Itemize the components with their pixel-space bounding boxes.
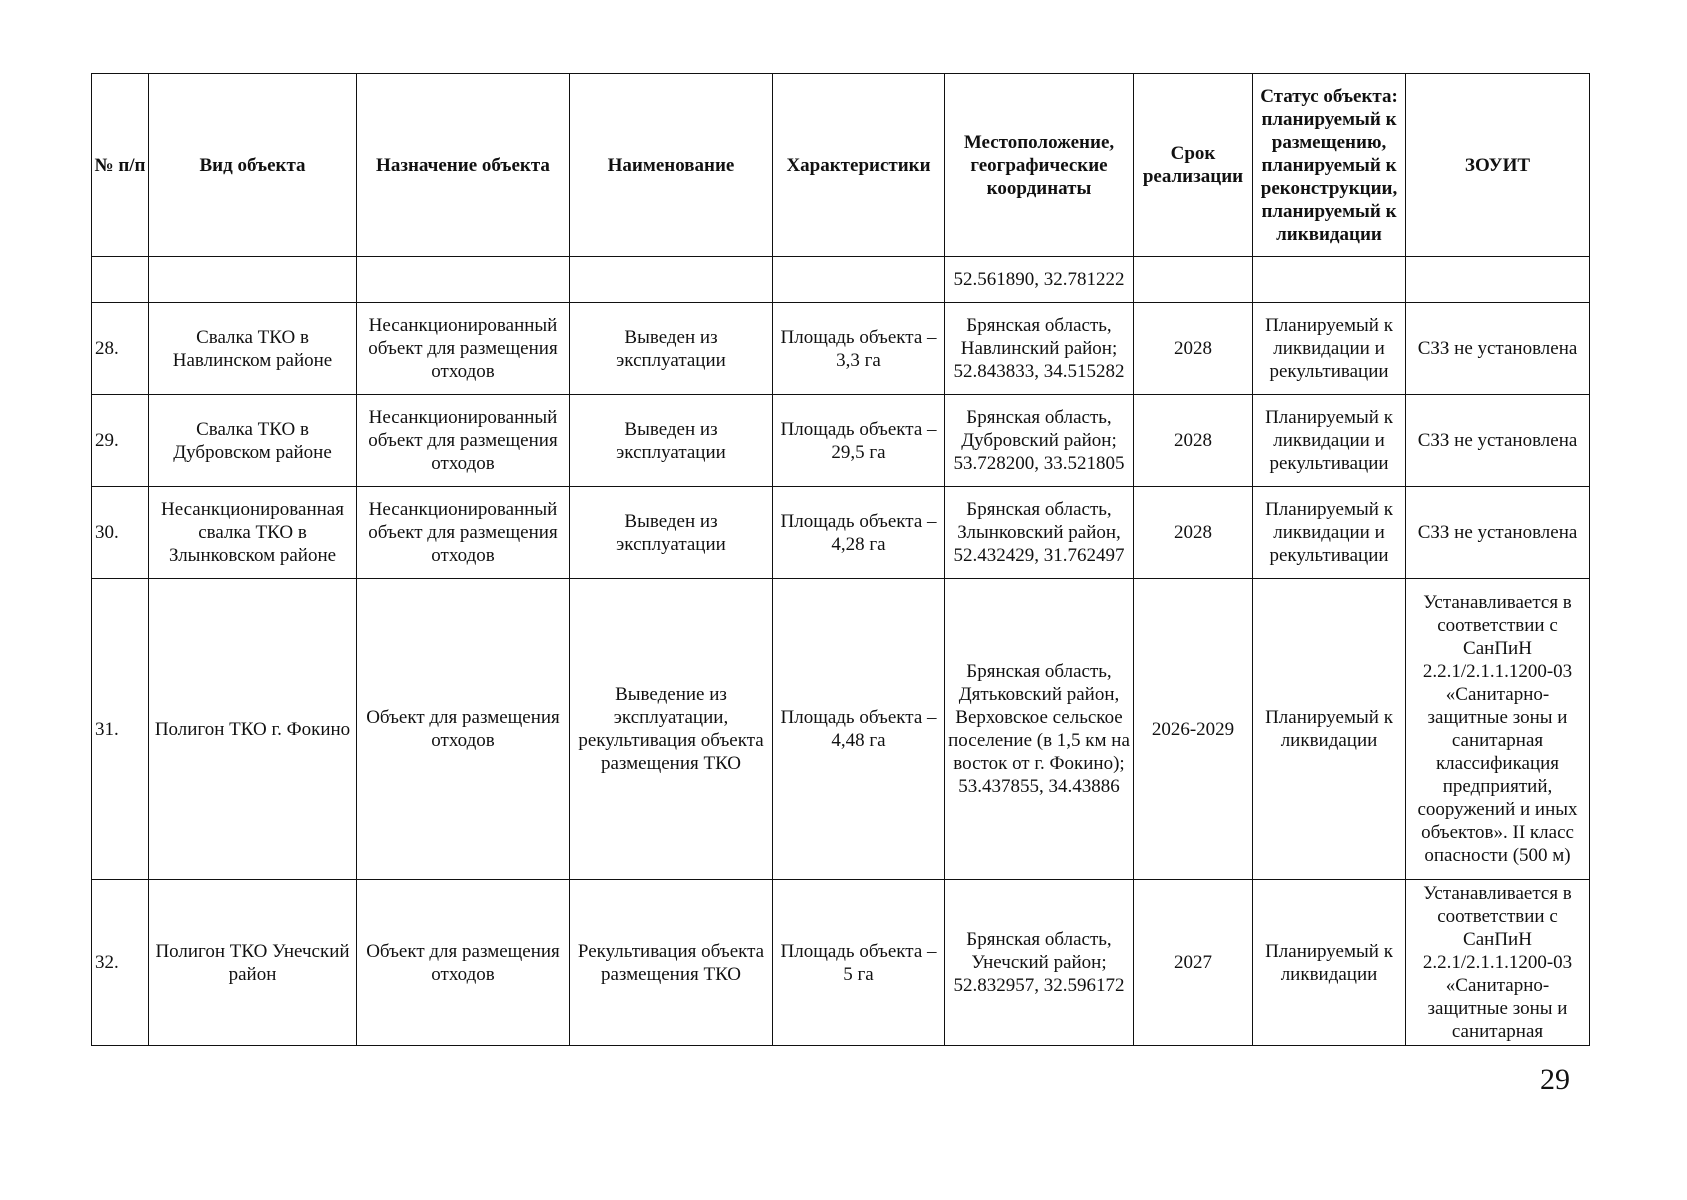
- cell-status: Планируемый к ликвидации: [1253, 579, 1406, 880]
- cell-name: Выведен из эксплуатации: [570, 395, 773, 487]
- table-row: [92, 579, 1590, 880]
- cell-location: Брянская область, Злынковский район, 52.432429, 31.762497: [945, 487, 1134, 579]
- header-object-purpose: Назначение объекта: [357, 74, 570, 257]
- header-location: Местоположение, географические координаты: [945, 74, 1134, 257]
- cell-name: Рекультивация объекта размещения ТКО: [570, 880, 773, 1046]
- cell-number: 29.: [92, 395, 149, 487]
- cell-object-type: Несанкционированная свалка ТКО в Злынковском районе: [149, 487, 357, 579]
- table-row: [92, 880, 1590, 1046]
- objects-table: [91, 73, 1590, 1046]
- header-object-type: Вид объекта: [149, 74, 357, 257]
- cell-zouit: Устанавливается в соответствии с СанПиН 2.2.1/2.1.1.1200-03 «Санитарно-защитные зоны и санитарная классификация предприятий, сооружений и иных объектов». II класс опасности (500 м): [1406, 579, 1590, 880]
- cell-number: 32.: [92, 880, 149, 1046]
- cell-number: 31.: [92, 579, 149, 880]
- table-header-row: [92, 74, 1590, 257]
- header-name: Наименование: [570, 74, 773, 257]
- cell-object-purpose: Несанкционированный объект для размещения отходов: [357, 487, 570, 579]
- cell-name: Выведен из эксплуатации: [570, 303, 773, 395]
- cell-characteristics: Площадь объекта – 5 га: [773, 880, 945, 1046]
- cell-name: Выведен из эксплуатации: [570, 487, 773, 579]
- cell-term: 2028: [1134, 303, 1253, 395]
- cell-empty: [1406, 257, 1590, 303]
- cell-object-purpose: Объект для размещения отходов: [357, 880, 570, 1046]
- table-row: [92, 303, 1590, 395]
- cell-status: Планируемый к ликвидации и рекультивации: [1253, 303, 1406, 395]
- cell-object-type: Свалка ТКО в Навлинском районе: [149, 303, 357, 395]
- cell-empty: [570, 257, 773, 303]
- cell-term: 2026-2029: [1134, 579, 1253, 880]
- cell-location: Брянская область, Унечский район; 52.832957, 32.596172: [945, 880, 1134, 1046]
- header-status: Статус объекта: планируемый к размещению, планируемый к реконструкции, планируемый к ликвидации: [1253, 74, 1406, 257]
- cell-object-purpose: Несанкционированный объект для размещения отходов: [357, 395, 570, 487]
- cell-term: 2028: [1134, 395, 1253, 487]
- cell-status: Планируемый к ликвидации и рекультивации: [1253, 395, 1406, 487]
- cell-characteristics: Площадь объекта – 3,3 га: [773, 303, 945, 395]
- header-zouit: ЗОУИТ: [1406, 74, 1590, 257]
- header-characteristics: Характеристики: [773, 74, 945, 257]
- cell-status: Планируемый к ликвидации: [1253, 880, 1406, 1046]
- cell-empty: [149, 257, 357, 303]
- table-row-continuation: [92, 257, 1590, 303]
- cell-location: Брянская область, Дубровский район; 53.728200, 33.521805: [945, 395, 1134, 487]
- cell-zouit: СЗЗ не установлена: [1406, 395, 1590, 487]
- cell-location: Брянская область, Дятьковский район, Верховское сельское поселение (в 1,5 км на восток от г. Фокино); 53.437855, 34.43886: [945, 579, 1134, 880]
- cell-object-type: Полигон ТКО г. Фокино: [149, 579, 357, 880]
- cell-empty: [773, 257, 945, 303]
- cell-characteristics: Площадь объекта – 4,28 га: [773, 487, 945, 579]
- cell-location: Брянская область, Навлинский район; 52.843833, 34.515282: [945, 303, 1134, 395]
- cell-characteristics: Площадь объекта – 29,5 га: [773, 395, 945, 487]
- cell-zouit: СЗЗ не установлена: [1406, 487, 1590, 579]
- page-number: 29: [1540, 1063, 1570, 1096]
- cell-empty: [357, 257, 570, 303]
- cell-zouit: СЗЗ не установлена: [1406, 303, 1590, 395]
- cell-zouit: Устанавливается в соответствии с СанПиН 2.2.1/2.1.1.1200-03 «Санитарно-защитные зоны и санитарная: [1406, 880, 1590, 1046]
- cell-object-purpose: Несанкционированный объект для размещения отходов: [357, 303, 570, 395]
- cell-empty: [1253, 257, 1406, 303]
- header-term: Срок реализации: [1134, 74, 1253, 257]
- cell-name: Выведение из эксплуатации, рекультивация объекта размещения ТКО: [570, 579, 773, 880]
- cell-characteristics: Площадь объекта – 4,48 га: [773, 579, 945, 880]
- table-row: [92, 395, 1590, 487]
- cell-location: 52.561890, 32.781222: [945, 257, 1134, 303]
- cell-empty: [92, 257, 149, 303]
- table-row: [92, 487, 1590, 579]
- cell-object-type: Полигон ТКО Унечский район: [149, 880, 357, 1046]
- cell-term: 2027: [1134, 880, 1253, 1046]
- cell-term: 2028: [1134, 487, 1253, 579]
- cell-status: Планируемый к ликвидации и рекультивации: [1253, 487, 1406, 579]
- header-number: № п/п: [92, 74, 149, 257]
- cell-number: 28.: [92, 303, 149, 395]
- cell-number: 30.: [92, 487, 149, 579]
- cell-empty: [1134, 257, 1253, 303]
- cell-object-purpose: Объект для размещения отходов: [357, 579, 570, 880]
- cell-object-type: Свалка ТКО в Дубровском районе: [149, 395, 357, 487]
